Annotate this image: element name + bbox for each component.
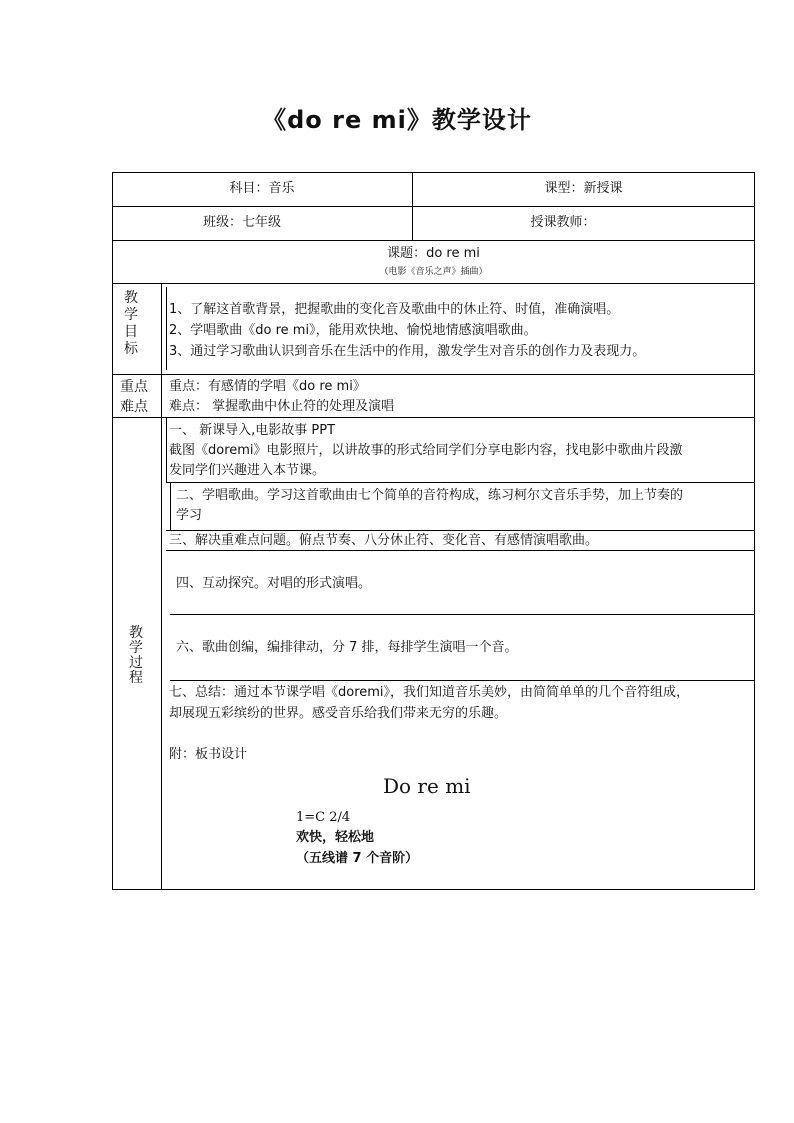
step6: 六、歌曲创编，编排律动，分 7 排，每排学生演唱一个音。 <box>176 640 518 655</box>
topic-note: （电影《音乐之声》插曲） <box>379 267 488 277</box>
key-label: 重点 <box>120 379 148 395</box>
step1-title: 一、 新课导入,电影故事 PPT <box>169 423 336 438</box>
subject-cell: 科目：音乐 <box>229 181 295 196</box>
step3: 三、解决重难点问题。俯点节奏、八分休止符、变化音、有感情演唱歌曲。 <box>169 533 599 548</box>
process-label: 教学过程 <box>129 625 143 686</box>
board-mood: 欢快，轻松地 <box>296 830 375 845</box>
step1-line2: 发同学们兴趣进入本节课。 <box>169 463 326 478</box>
key-point-text: 重点：有感情的学唱《do re mi》 <box>169 379 366 394</box>
step2-line2: 学习 <box>176 508 203 523</box>
board-title: Do re mi <box>383 774 471 798</box>
board-scale: （五线谱 7 个音阶） <box>296 851 419 866</box>
appendix-label: 附：板书设计 <box>169 747 248 762</box>
class-cell: 班级：七年级 <box>202 215 281 230</box>
board-key: 1=C 2/4 <box>296 810 351 825</box>
step1-line1: 截图《doremi》电影照片，以讲故事的形式给同学们分享电影内容，找电影中歌曲片段激 <box>169 443 683 458</box>
topic-label: 课题：do re mi <box>387 246 480 261</box>
step2-line1: 二、学唱歌曲。学习这首歌曲由七个简单的音符构成，练习柯尔文音乐手势，加上节奏的 <box>176 488 684 503</box>
goal-item: 1、了解这首歌背景，把握歌曲的变化音及歌曲中的休止符、时值，准确演唱。 <box>169 302 620 317</box>
step7-line2: 却展现五彩缤纷的世界。感受音乐给我们带来无穷的乐趣。 <box>169 706 508 721</box>
difficulty-label: 难点 <box>120 399 148 415</box>
teacher-cell: 授课教师： <box>530 215 596 230</box>
goal-item: 2、学唱歌曲《do re mi》，能用欢快地、愉悦地情感演唱歌曲。 <box>169 323 537 338</box>
step4: 四、互动探究。对唱的形式演唱。 <box>176 576 372 591</box>
page-title: 《do re mi》教学设计 <box>262 106 532 134</box>
difficulty-text: 难点： 掌握歌曲中休止符的处理及演唱 <box>169 399 395 414</box>
lesson-type-cell: 课型：新授课 <box>544 181 623 196</box>
goals-label: 教学目标 <box>124 290 138 357</box>
step7-line1: 七、总结：通过本节课学唱《doremi》，我们知道音乐美妙，由简简单单的几个音符组成， <box>169 685 690 700</box>
goal-item: 3、通过学习歌曲认识到音乐在生活中的作用，激发学生对音乐的创作力及表现力。 <box>169 344 646 359</box>
